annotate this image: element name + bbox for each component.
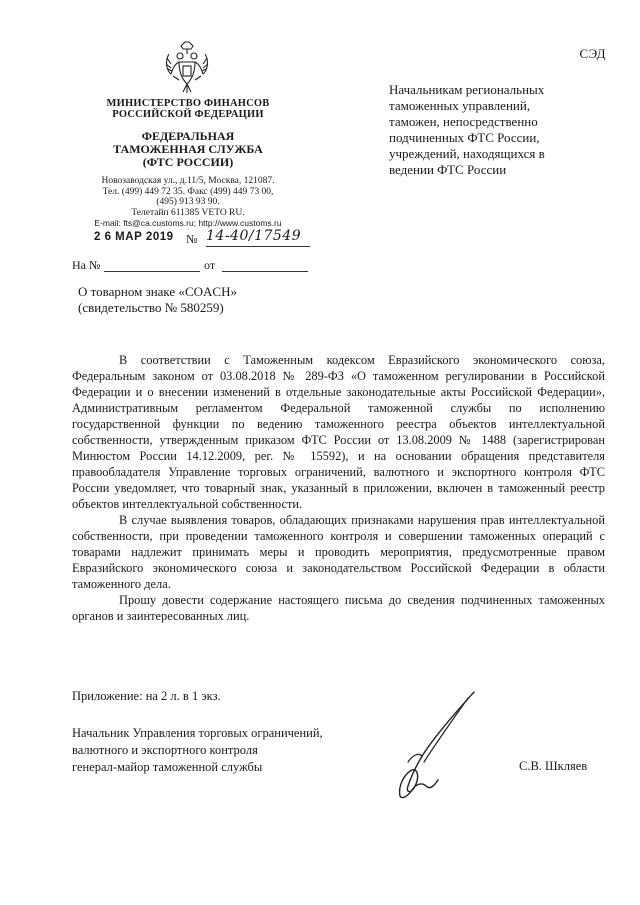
reference-date-label: от — [204, 258, 216, 272]
signatory-name: С.В. Шкляев — [519, 759, 588, 773]
letter-body — [72, 352, 605, 624]
attachment-note: Приложение: на 2 л. в 1 экз. — [72, 689, 221, 703]
reference-line — [72, 258, 312, 276]
registration-underline — [206, 246, 310, 247]
body-paragraph: В соответствии с Таможенным кодексом Евразийского экономического союза, Федеральным законом от 03.08.2018 № 289-ФЗ «О таможенном регулировании в Российской Федерации и о внесении изменений в отдельные законодательные акты Российской Федерации», Административным регламентом Федеральной таможенной службы по исполнению государственной функции по ведению таможенного реестра объектов интеллектуальной собственности, утвержденным приказом ФТС России от 13.08.2009 № 1488 (зарегистрирован Минюстом России 14.12.2009, рег. № 15592), и на основании обращения представителя правообладателя Управление торговых ограничений, валютного и экспортного контроля ФТС России уведомляет, что товарный знак, указанный в приложении, включен в таможенный реестр объектов интеллектуальной собственности. — [72, 353, 605, 511]
organization-header — [72, 98, 304, 229]
signatory-position: Начальник Управления торговых ограничений, валютного и экспортного контроля генерал-майор таможенной службы — [72, 726, 323, 774]
body-paragraph: В случае выявления товаров, обладающих признаками нарушения прав интеллектуальной собственности, при проведении таможенного контроля и совершении таможенных операций с товарами надлежит принимать меры и проводить мероприятия, предусмотренные правом Евразийского экономического союза и законодательством Российской Федерации в области таможенного дела. — [72, 513, 605, 591]
addressee-block: Начальникам региональных таможенных управлений, таможен, непосредственно подчиненных ФТС России, учреждений, находящихся в ведении ФТС России — [389, 82, 545, 177]
registration-date-stamp: 2 6 МАР 2019 — [94, 231, 174, 243]
registration-line — [72, 230, 308, 248]
reference-number-label: На № — [72, 258, 101, 272]
coat-of-arms-icon — [163, 40, 211, 94]
reference-number-blank — [104, 271, 200, 272]
registration-number-label: № — [186, 232, 198, 246]
letter-subject: О товарном знаке «COACH» (свидетельство № 580259) — [78, 284, 237, 315]
reference-date-blank — [222, 271, 308, 272]
contact-email: E-mail: fts@ca.customs.ru; http://www.customs.ru — [94, 218, 282, 228]
contact-address: Новозаводская ул., д.11/5, Москва, 121087. Тел. (499) 449 72 35. Факс (499) 449 73 00, (495) 913 93 90. Телетайп 611385 VETO RU. — [101, 176, 275, 218]
ministry-name: МИНИСТЕРСТВО ФИНАНСОВ РОССИЙСКОЙ ФЕДЕРАЦИИ — [106, 98, 270, 120]
body-paragraph: Прошу довести содержание настоящего письма до сведения подчиненных таможенных органов и заинтересованных лиц. — [72, 593, 605, 623]
service-name: ФЕДЕРАЛЬНАЯ ТАМОЖЕННАЯ СЛУЖБА (ФТС РОССИИ) — [113, 129, 263, 169]
registration-number: 14-40/17549 — [206, 228, 302, 244]
corner-mark: СЭД — [579, 46, 606, 61]
handwritten-signature — [388, 690, 476, 802]
